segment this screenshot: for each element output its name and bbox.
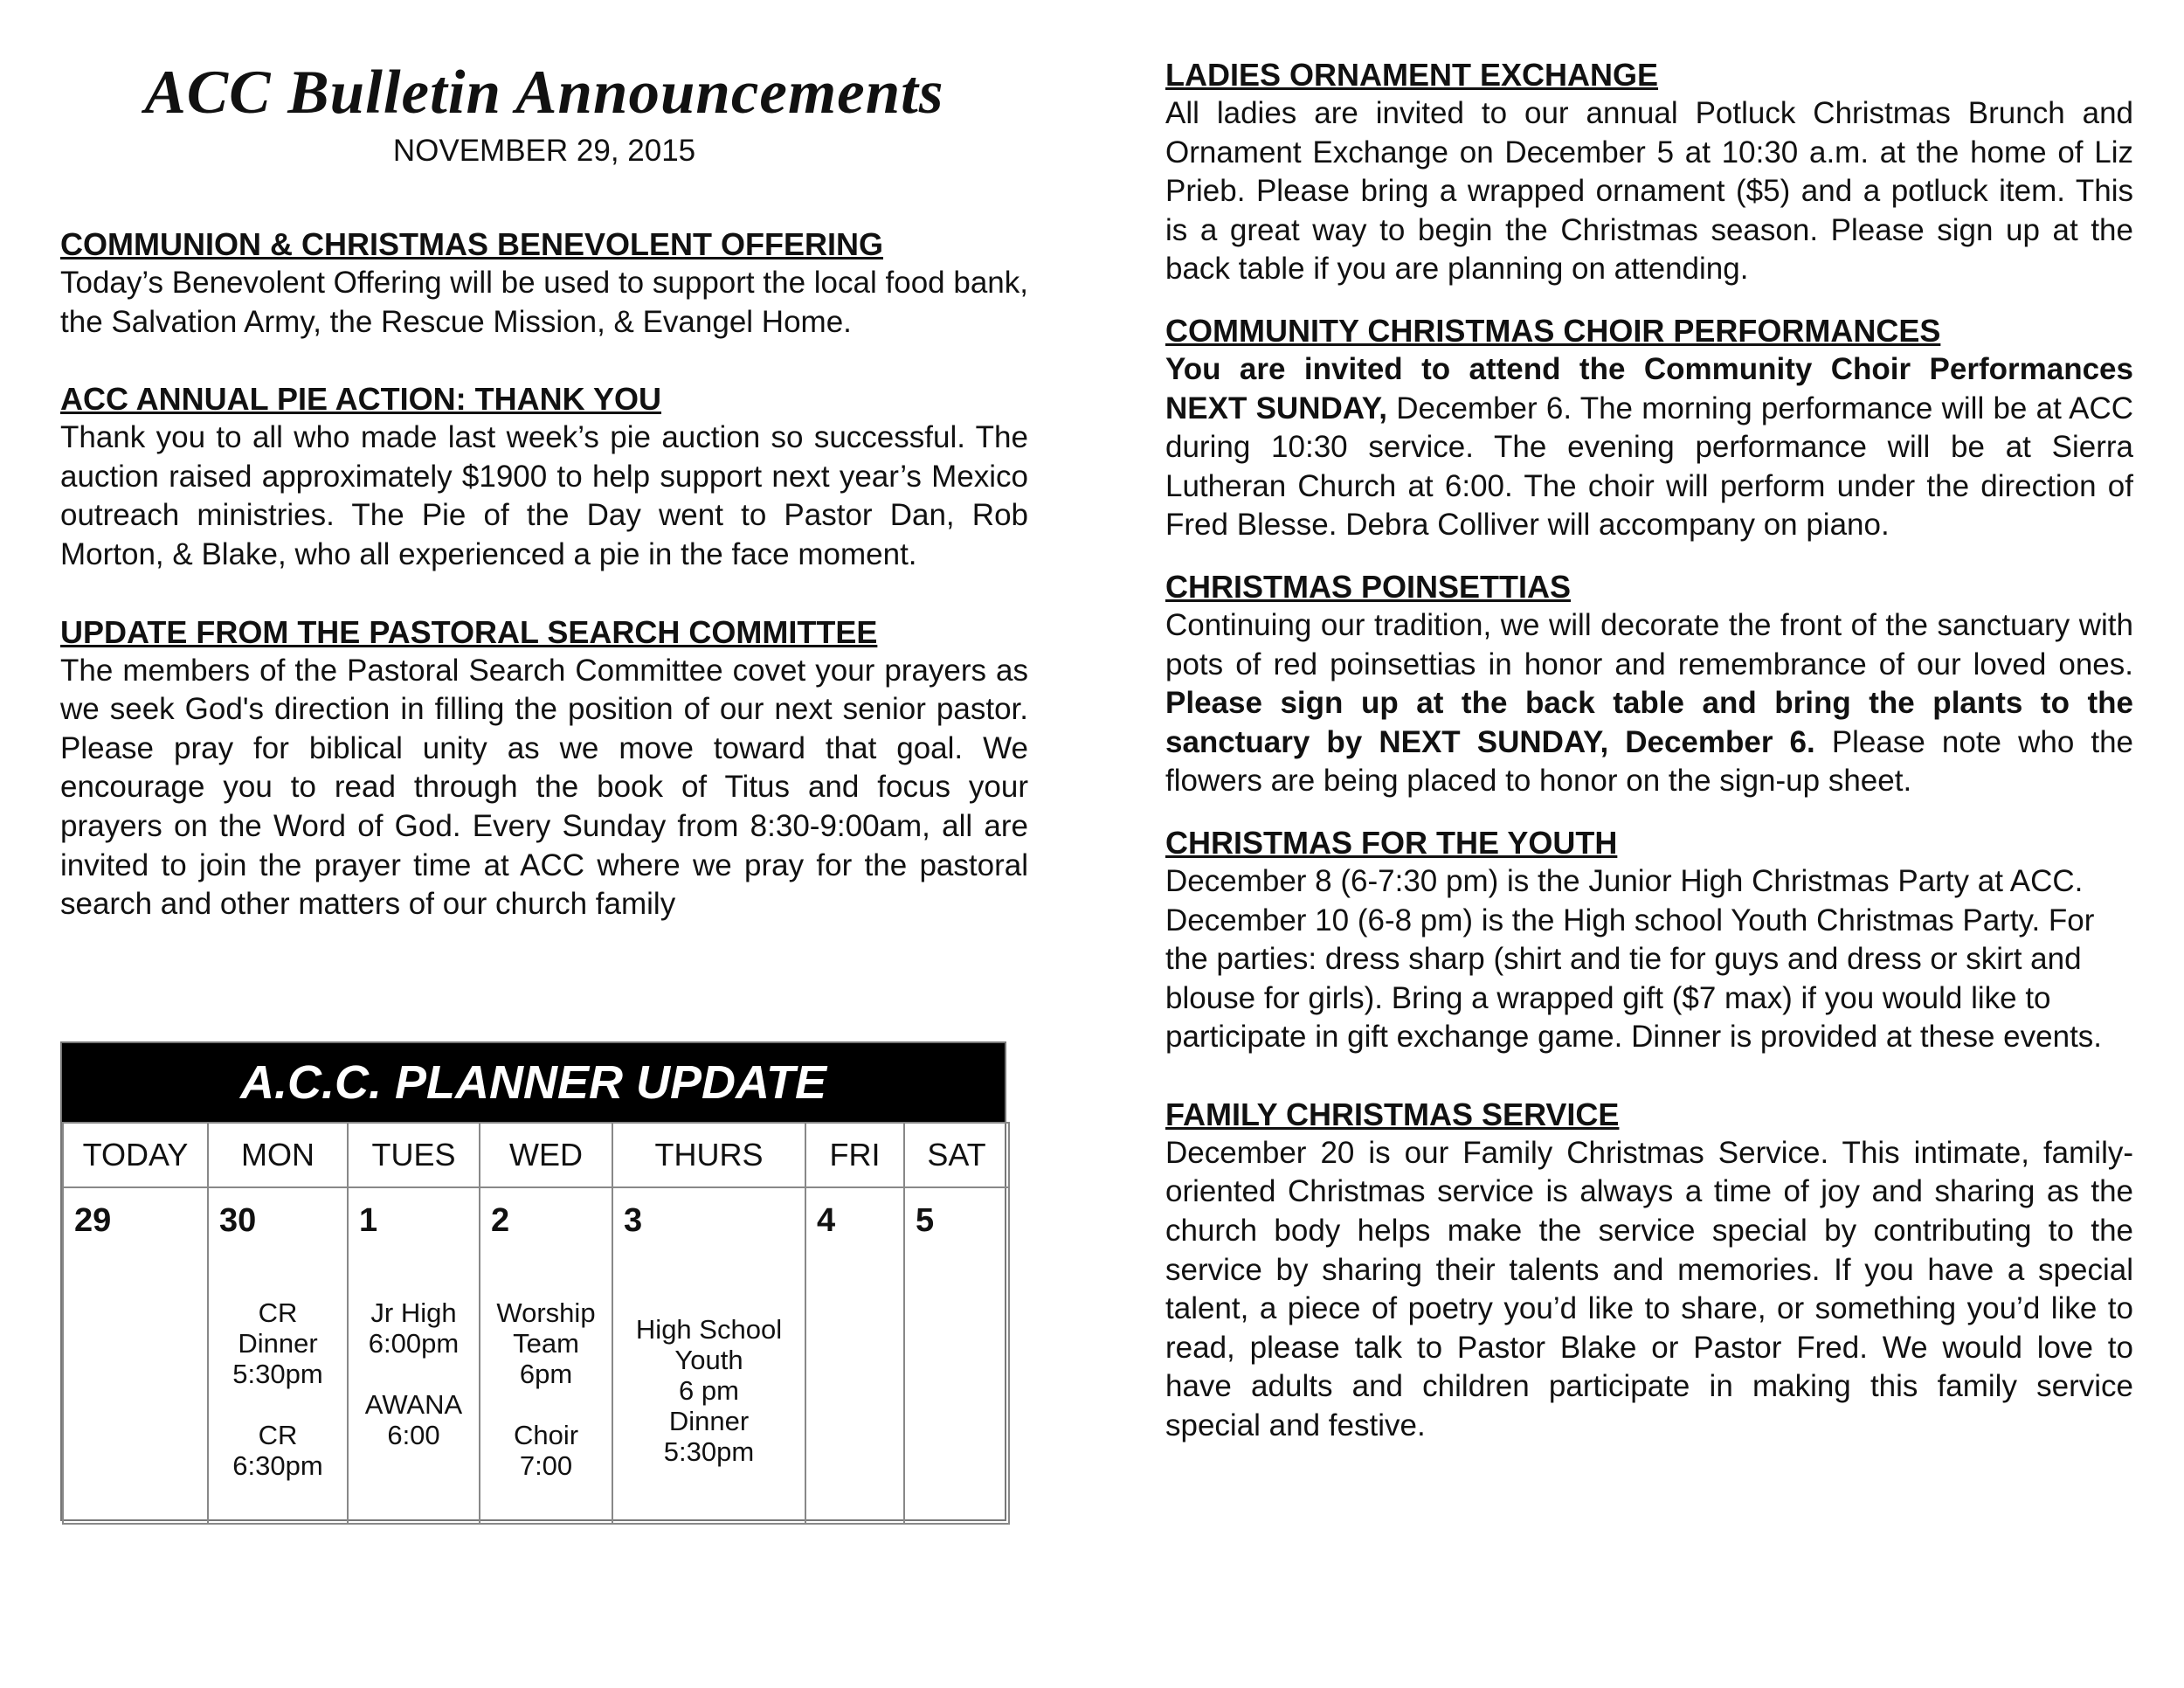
section-pastoral-search	[60, 613, 1028, 924]
day-events	[349, 1297, 479, 1450]
day-cell-fri	[805, 1187, 904, 1524]
event-line: 5:30pm	[232, 1359, 323, 1389]
planner-title: A.C.C. PLANNER UPDATE	[62, 1043, 1005, 1122]
left-column	[60, 54, 1028, 924]
day-cell-mon	[208, 1187, 348, 1524]
section-body: December 8 (6-7:30 pm) is the Junior High Christmas Party at ACC. December 10 (6-8 pm) is the High school Youth Christmas Party. For the parties: dress sharp (shirt and tie for guys and dress or skirt and blouse for girls). Bring a wrapped gift ($7 max) if you would like to participate in gift exchange game. Dinner is provided at these events.	[1165, 863, 2103, 1055]
day-events	[209, 1297, 347, 1481]
event-line: 6:00pm	[368, 1328, 460, 1359]
event-line: 6 pm	[679, 1375, 739, 1406]
event-line: 6:00	[387, 1420, 440, 1450]
section-heading: LADIES ORNAMENT EXCHANGE	[1165, 57, 1659, 93]
section-body: December 20 is our Family Christmas Service. This intimate, family-oriented Christmas service is always a time of joy and sharing as the church body helps make the service special by contributing to the service by sharing their talents and memories. If you have a special talent, a piece of poetry you’d like to share, or something you’d like to read, please talk to Pastor Blake or Pastor Fred. We would love to have adults and children participate in making this family service special and festive.	[1165, 1135, 2133, 1443]
day-events	[480, 1297, 612, 1481]
section-body: Thank you to all who made last week’s pie auction so successful. The auction raised approximately $1900 to help support next year’s Mexico outreach ministries. The Pie of the Day went to Pastor Dan, Rob Morton, & Blake, who all experienced a pie in the face moment.	[60, 420, 1028, 571]
planner-day-header-row	[63, 1123, 1009, 1187]
day-number: 4	[817, 1202, 836, 1239]
event-line: CR	[258, 1420, 298, 1450]
event-line: AWANA	[364, 1389, 463, 1420]
section-heading: COMMUNION & CHRISTMAS BENEVOLENT OFFERING	[60, 226, 883, 262]
event-line: CR	[258, 1297, 298, 1328]
day-cell-today	[63, 1187, 208, 1524]
day-label: SAT	[904, 1123, 1009, 1187]
right-column	[1165, 56, 2133, 1446]
section-body-text: December 6. The morning performance will be at ACC during 10:30 service. The evening performance will be at Sierra Lutheran Church at 6:00. The choir will perform under the direction of Fred Blesse. Debra Colliver will accompany on piano.	[1165, 391, 2133, 543]
section-choir-performances	[1165, 312, 2133, 545]
section-body-bold: You are invited to attend the Community Choir Performances NEXT SUNDAY,	[1165, 351, 2133, 425]
section-ladies-ornament-exchange	[1165, 56, 2133, 289]
day-number: 29	[74, 1202, 112, 1239]
section-body-text: Please note who the flowers are being placed to honor on the sign-up sheet.	[1165, 724, 2133, 799]
event-line: Dinner	[668, 1406, 750, 1436]
event-line: 6:30pm	[232, 1450, 323, 1481]
event-line: 7:00	[519, 1450, 573, 1481]
section-body	[1165, 350, 2133, 545]
day-number: 1	[359, 1202, 378, 1239]
bulletin-title: ACC Bulletin Announcements	[144, 59, 944, 127]
event-line: Youth	[674, 1345, 743, 1375]
section-body-text: Continuing our tradition, we will decorate the front of the sanctuary with pots of red poinsettias in honor and remembrance of our loved ones.	[1165, 607, 2133, 681]
event-line: Worship	[496, 1297, 596, 1328]
section-poinsettias	[1165, 568, 2133, 801]
section-body: Today’s Benevolent Offering will be used to support the local food bank, the Salvation Army, the Rescue Mission, & Evangel Home.	[60, 266, 1028, 339]
section-family-christmas-service	[1165, 1096, 2133, 1446]
section-christmas-for-youth	[1165, 824, 2133, 1057]
event-line: Dinner	[238, 1328, 318, 1359]
day-label: WED	[480, 1123, 612, 1187]
event-line: 6pm	[519, 1359, 573, 1389]
section-communion-offering	[60, 225, 1028, 342]
event-line: Jr High	[370, 1297, 457, 1328]
section-body	[1165, 606, 2133, 801]
day-number: 3	[624, 1202, 643, 1239]
day-cell-tues	[348, 1187, 480, 1524]
bulletin-date: NOVEMBER 29, 2015	[392, 134, 696, 168]
section-heading: COMMUNITY CHRISTMAS CHOIR PERFORMANCES	[1165, 312, 1941, 349]
day-number: 2	[491, 1202, 510, 1239]
section-heading: FAMILY CHRISTMAS SERVICE	[1165, 1096, 1620, 1132]
event-line: Team	[513, 1328, 579, 1359]
planner-grid	[62, 1122, 1010, 1525]
day-label: TODAY	[63, 1123, 208, 1187]
section-body: The members of the Pastoral Search Committee covet your prayers as we seek God's direction in filling the position of our next senior pastor. Please pray for biblical unity as we move toward that goal. We encourage you to read through the book of Titus and focus your prayers on the Word of God. Every Sunday from 8:30-9:00am, all are invited to join the prayer time at ACC where we pray for the pastoral search and other matters of our church family	[60, 653, 1028, 922]
event-line: Choir	[513, 1420, 579, 1450]
planner-day-cells-row	[63, 1187, 1009, 1524]
section-heading: UPDATE FROM THE PASTORAL SEARCH COMMITTEE	[60, 613, 878, 650]
planner-update-table	[60, 1041, 1006, 1521]
section-body-bold: Please sign up at the back table and bring the plants to the sanctuary by NEXT SUNDAY, December 6.	[1165, 686, 2133, 759]
event-line: 5:30pm	[663, 1436, 755, 1467]
day-cell-wed	[480, 1187, 612, 1524]
section-pie-auction	[60, 380, 1028, 574]
day-label: THURS	[612, 1123, 805, 1187]
day-number: 5	[916, 1202, 935, 1239]
day-cell-sat	[904, 1187, 1009, 1524]
section-heading: ACC ANNUAL PIE ACTION: THANK YOU	[60, 381, 662, 418]
section-heading: CHRISTMAS POINSETTIAS	[1165, 568, 1572, 605]
day-cell-thurs	[612, 1187, 805, 1524]
section-heading: CHRISTMAS FOR THE YOUTH	[1165, 824, 1618, 861]
day-number: 30	[219, 1202, 257, 1239]
day-label: FRI	[805, 1123, 904, 1187]
day-events	[613, 1314, 805, 1467]
event-line: High School	[635, 1314, 783, 1345]
day-label: MON	[208, 1123, 348, 1187]
day-label: TUES	[348, 1123, 480, 1187]
section-body: All ladies are invited to our annual Potluck Christmas Brunch and Ornament Exchange on December 5 at 10:30 a.m. at the home of Liz Prieb. Please bring a wrapped ornament ($5) and a potluck item. This is a great way to begin the Christmas season. Please sign up at the back table if you are planning on attending.	[1165, 96, 2133, 287]
